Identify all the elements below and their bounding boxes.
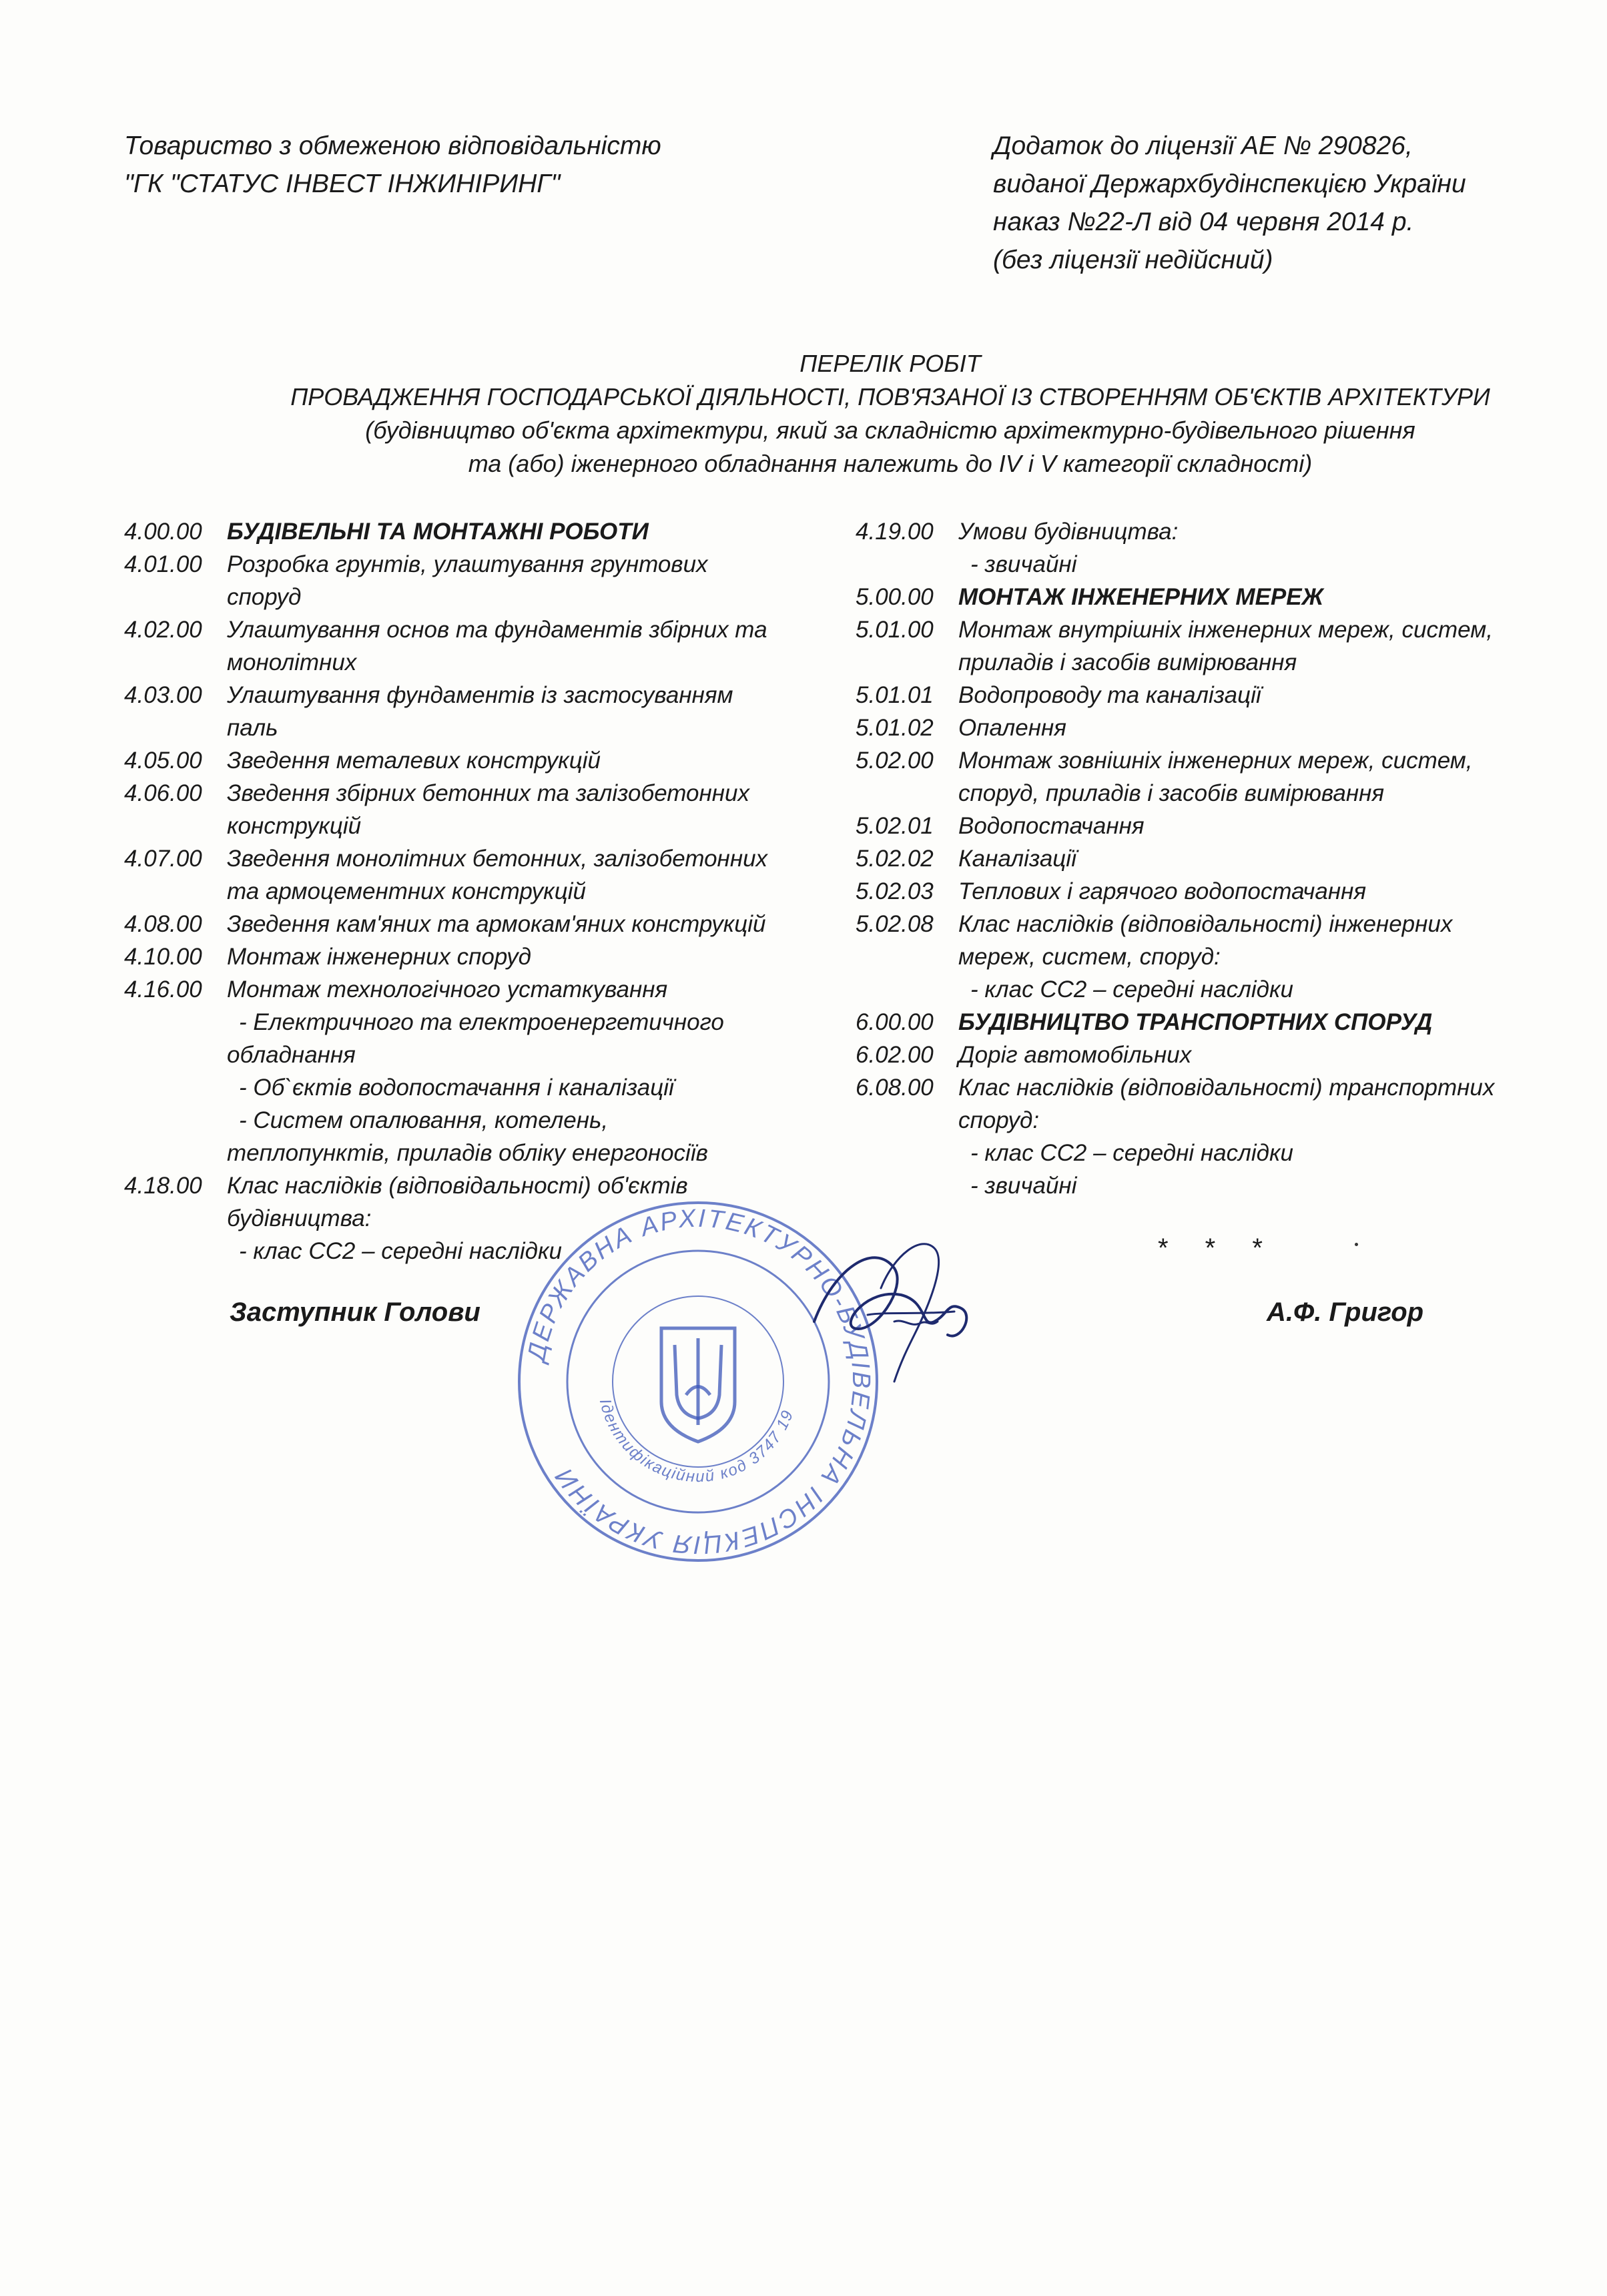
license-line: Додаток до ліцензії АЕ № 290826, xyxy=(993,131,1413,160)
title-line: ПРОВАДЖЕННЯ ГОСПОДАРСЬКОЇ ДІЯЛЬНОСТІ, ПОВ'ЯЗАНОЇ ІЗ СТВОРЕННЯМ ОБ'ЄКТІВ АРХІТЕКТУРИ xyxy=(290,383,1490,410)
work-code xyxy=(124,1039,227,1071)
work-code: 6.00.00 xyxy=(856,1009,934,1035)
work-code: 5.02.08 xyxy=(856,911,934,937)
work-description: Опалення xyxy=(958,715,1066,741)
work-description: монолітних xyxy=(227,649,357,675)
work-item-row xyxy=(856,777,1563,810)
work-description: Клас наслідків (відповідальності) об'єктів xyxy=(227,1173,688,1199)
work-item-row xyxy=(124,548,832,581)
work-item-row xyxy=(856,875,1563,908)
work-code: 5.01.02 xyxy=(856,715,934,741)
work-code: 4.02.00 xyxy=(124,617,202,643)
work-item-row xyxy=(856,908,1563,940)
work-code: 4.16.00 xyxy=(124,976,202,1002)
work-code: 4.18.00 xyxy=(124,1173,202,1199)
work-item-row xyxy=(124,646,832,679)
work-code xyxy=(856,940,958,973)
work-code: 5.02.01 xyxy=(856,813,934,839)
handwritten-signature xyxy=(794,1228,994,1402)
work-description: Водопостачання xyxy=(958,813,1145,839)
work-description: Зведення збірних бетонних та залізобетонних xyxy=(227,780,749,806)
work-item-row xyxy=(124,711,832,744)
work-item-row xyxy=(124,1071,832,1104)
company-name-line: "ГК "СТАТУС ІНВЕСТ ІНЖИНІРИНГ" xyxy=(124,170,561,198)
work-description: приладів і засобів вимірювання xyxy=(958,649,1297,675)
signatory-name: А.Ф. Григор xyxy=(1267,1298,1424,1327)
signatory-position: Заступник Голови xyxy=(230,1298,480,1327)
seal-inner-text: Ідентифікаційний код 3747 19 xyxy=(595,1397,797,1486)
work-description: БУДІВНИЦТВО ТРАНСПОРТНИХ СПОРУД xyxy=(958,1009,1433,1035)
work-description: Умови будівництва: xyxy=(958,519,1179,545)
work-description: конструкцій xyxy=(227,813,362,839)
work-description: паль xyxy=(227,715,278,741)
header-right xyxy=(993,127,1466,279)
work-description: Клас наслідків (відповідальності) транспортних xyxy=(958,1075,1495,1101)
work-item-row xyxy=(856,679,1563,711)
work-item-row xyxy=(124,515,832,548)
work-code: 4.01.00 xyxy=(124,551,202,577)
work-item-row xyxy=(856,1137,1563,1169)
work-description: Теплових і гарячого водопостачання xyxy=(958,878,1367,904)
work-item-row xyxy=(856,711,1563,744)
work-item-row xyxy=(124,1039,832,1071)
work-description: Зведення кам'яних та армокам'яних конструкцій xyxy=(227,911,766,937)
work-code xyxy=(124,875,227,908)
work-item-row xyxy=(124,581,832,613)
work-description: Розробка грунтів, улаштування грунтових xyxy=(227,551,708,577)
work-code xyxy=(856,646,958,679)
work-description: Доріг автомобільних xyxy=(958,1042,1192,1068)
document-title xyxy=(0,347,1607,481)
work-code: 5.01.01 xyxy=(856,682,934,708)
work-code: 4.00.00 xyxy=(124,519,202,545)
work-description: - звичайні xyxy=(970,551,1077,577)
work-code: 4.07.00 xyxy=(124,846,202,872)
work-description: мереж, систем, споруд: xyxy=(958,944,1221,970)
work-code: 5.02.03 xyxy=(856,878,934,904)
work-item-row xyxy=(124,1137,832,1169)
work-code xyxy=(124,711,227,744)
work-code: 4.19.00 xyxy=(856,519,934,545)
work-code xyxy=(856,1137,958,1169)
work-item-row xyxy=(856,842,1563,875)
work-item-row xyxy=(856,581,1563,613)
stars-separator: * * * xyxy=(1158,1233,1277,1263)
work-item-row xyxy=(856,1169,1563,1202)
work-code: 6.08.00 xyxy=(856,1075,934,1101)
work-description: - Об`єктів водопостачання і каналізації xyxy=(239,1075,674,1101)
trident-icon xyxy=(661,1328,735,1442)
work-description: Водопроводу та каналізації xyxy=(958,682,1261,708)
work-code: 4.03.00 xyxy=(124,682,202,708)
work-item-row xyxy=(124,613,832,646)
company-name-line: Товариство з обмеженою відповідальністю xyxy=(124,131,661,160)
work-code xyxy=(124,1202,227,1235)
work-item-row xyxy=(856,1039,1563,1071)
work-description: - Електричного та електроенергетичного xyxy=(239,1009,724,1035)
work-item-row xyxy=(124,679,832,711)
work-item-row xyxy=(856,1104,1563,1137)
work-code xyxy=(124,1104,227,1137)
work-description: та армоцементних конструкцій xyxy=(227,878,586,904)
work-item-row xyxy=(124,744,832,777)
work-code: 5.02.02 xyxy=(856,846,934,872)
work-code: 5.00.00 xyxy=(856,584,934,610)
work-description: теплопунктів, приладів обліку енергоносіїв xyxy=(227,1140,708,1166)
work-description: Монтаж технологічного устаткування xyxy=(227,976,668,1002)
work-item-row xyxy=(124,875,832,908)
work-item-row xyxy=(124,1006,832,1039)
work-item-row xyxy=(124,842,832,875)
license-line: (без ліцензії недійсний) xyxy=(993,246,1273,274)
work-code: 6.02.00 xyxy=(856,1042,934,1068)
header-left xyxy=(124,127,661,203)
work-description: будівництва: xyxy=(227,1205,372,1231)
work-description: БУДІВЕЛЬНІ ТА МОНТАЖНІ РОБОТИ xyxy=(227,519,649,545)
work-item-row xyxy=(856,744,1563,777)
work-code: 4.05.00 xyxy=(124,748,202,774)
work-description: Монтаж зовнішніх інженерних мереж, систем, xyxy=(958,748,1473,774)
work-description: Улаштування основ та фундаментів збірних та xyxy=(227,617,767,643)
title-line: та (або) іженерного обладнання належить до IV і V категорії складності) xyxy=(468,450,1313,477)
work-description: Зведення монолітних бетонних, залізобетонних xyxy=(227,846,768,872)
work-description: МОНТАЖ ІНЖЕНЕРНИХ МЕРЕЖ xyxy=(958,584,1324,610)
work-item-row xyxy=(856,1071,1563,1104)
work-description: Зведення металевих конструкцій xyxy=(227,748,601,774)
work-description: - клас СС2 – середні наслідки xyxy=(970,976,1293,1002)
work-item-row xyxy=(856,613,1563,646)
license-line: виданої Держархбудінспекцією України xyxy=(993,170,1466,198)
work-item-row xyxy=(124,908,832,940)
work-code: 4.10.00 xyxy=(124,944,202,970)
work-item-row xyxy=(124,777,832,810)
work-description: споруд, приладів і засобів вимірювання xyxy=(958,780,1385,806)
title-line: (будівництво об'єкта архітектури, який за складністю архітектурно-будівельного рішення xyxy=(365,416,1415,444)
work-code xyxy=(856,973,958,1006)
work-item-row xyxy=(856,548,1563,581)
work-code xyxy=(124,810,227,842)
work-description: Монтаж внутрішніх інженерних мереж, систем, xyxy=(958,617,1493,643)
work-item-row xyxy=(856,1006,1563,1039)
work-code: 4.06.00 xyxy=(124,780,202,806)
work-description: - Систем опалювання, котелень, xyxy=(239,1107,609,1133)
works-list-right xyxy=(856,515,1563,1202)
work-description: споруд: xyxy=(958,1107,1040,1133)
work-code xyxy=(856,548,958,581)
dot-mark xyxy=(1355,1243,1358,1246)
title-line: ПЕРЕЛІК РОБІТ xyxy=(799,350,981,377)
work-description: - клас СС2 – середні наслідки xyxy=(239,1238,562,1264)
work-code: 4.08.00 xyxy=(124,911,202,937)
work-description: - клас СС2 – середні наслідки xyxy=(970,1140,1293,1166)
work-item-row xyxy=(856,646,1563,679)
work-description: Клас наслідків (відповідальності) інженерних xyxy=(958,911,1453,937)
work-description: Каналізації xyxy=(958,846,1076,872)
work-code xyxy=(124,1071,227,1104)
work-item-row xyxy=(856,940,1563,973)
work-code xyxy=(124,1006,227,1039)
work-item-row xyxy=(124,973,832,1006)
work-description: - звичайні xyxy=(970,1173,1077,1199)
work-description: Монтаж інженерних споруд xyxy=(227,944,532,970)
work-description: споруд xyxy=(227,584,302,610)
work-item-row xyxy=(856,973,1563,1006)
work-description: обладнання xyxy=(227,1042,356,1068)
work-code xyxy=(124,646,227,679)
work-code xyxy=(124,1137,227,1169)
work-code xyxy=(856,1104,958,1137)
work-item-row xyxy=(856,515,1563,548)
work-item-row xyxy=(856,810,1563,842)
work-item-row xyxy=(124,940,832,973)
work-item-row xyxy=(124,810,832,842)
works-list-left xyxy=(124,515,832,1267)
work-description: Улаштування фундаментів із застосуванням xyxy=(227,682,733,708)
work-code: 5.01.00 xyxy=(856,617,934,643)
license-line: наказ №22-Л від 04 червня 2014 р. xyxy=(993,208,1414,236)
work-code: 5.02.00 xyxy=(856,748,934,774)
work-code xyxy=(124,581,227,613)
work-code xyxy=(124,1235,227,1267)
seal-outer-text: ДЕРЖАВНА АРХІТЕКТУРНО-БУДІВЕЛЬНА ІНСПЕКЦІЯ УКРАЇНИ xyxy=(522,1204,876,1559)
work-code xyxy=(856,777,958,810)
work-item-row xyxy=(124,1104,832,1137)
